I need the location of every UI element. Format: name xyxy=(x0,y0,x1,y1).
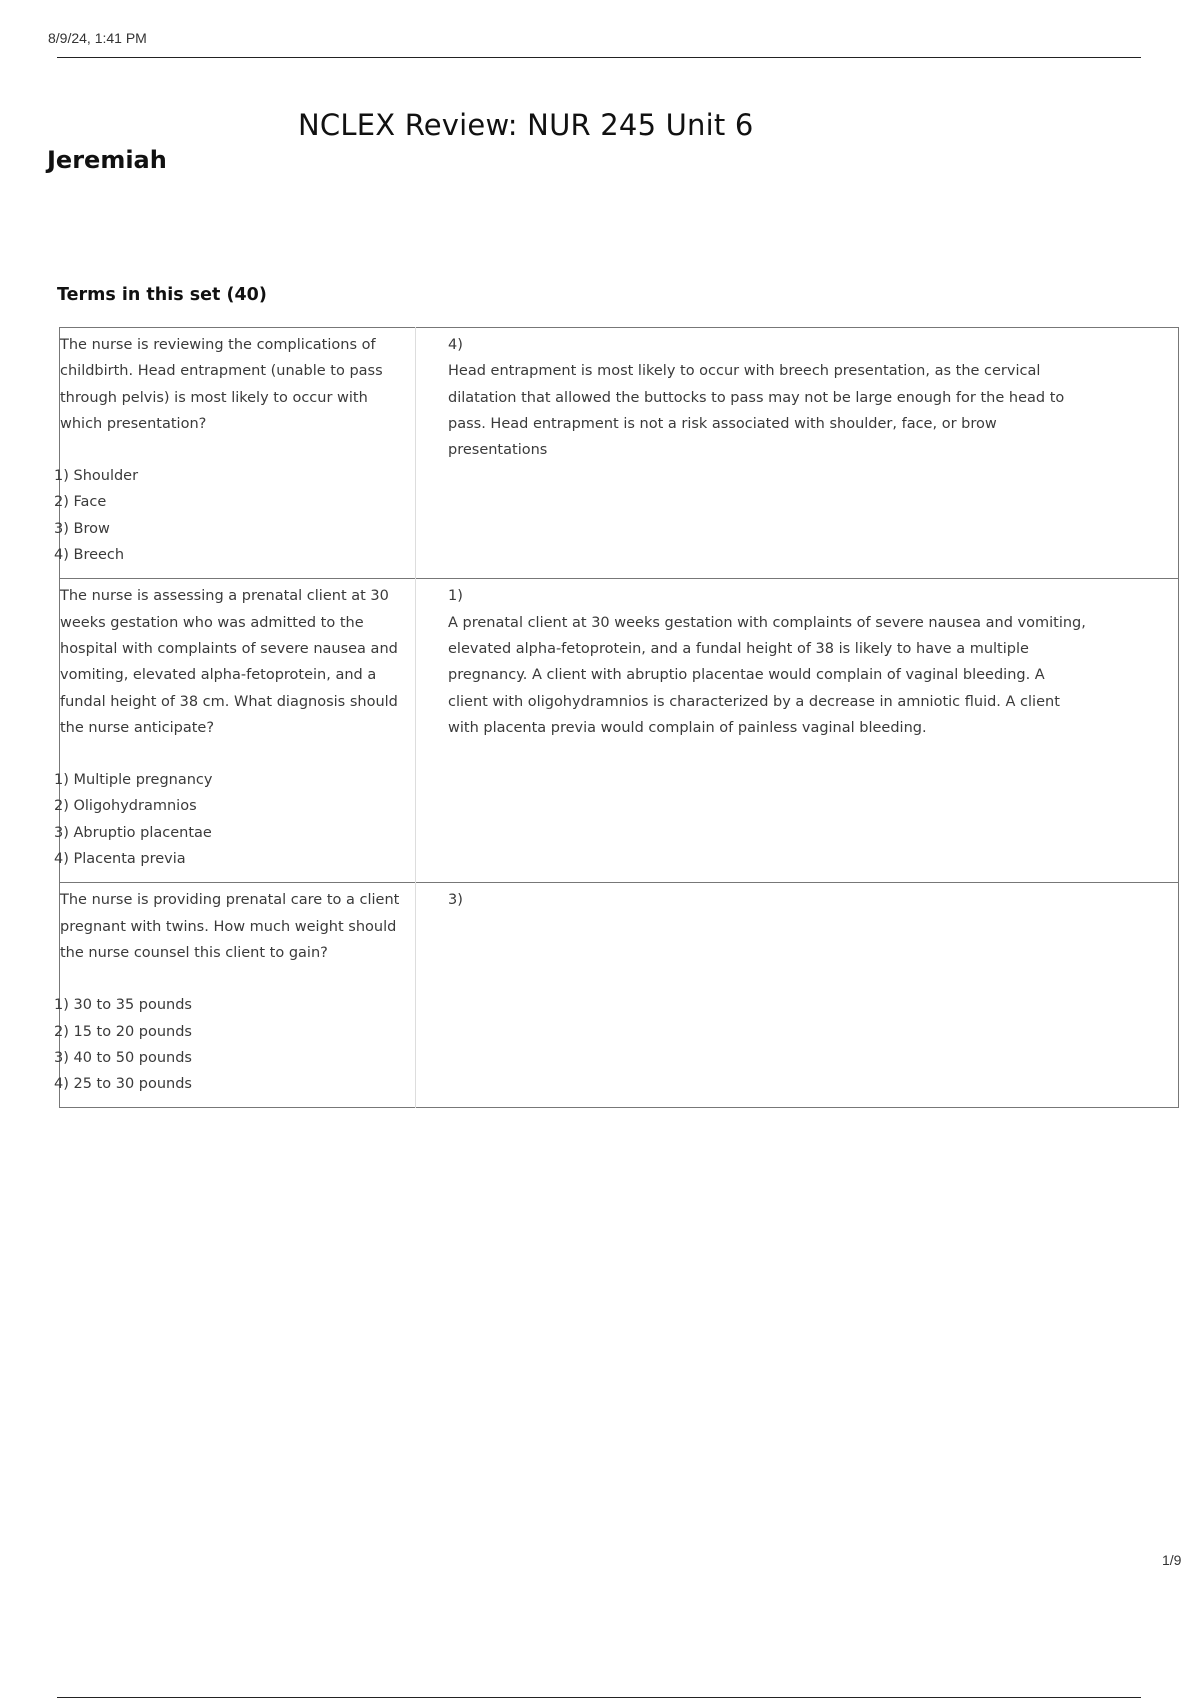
terms-table xyxy=(54,327,1179,1108)
answer-options xyxy=(54,992,405,1097)
author-name: Jeremiah xyxy=(47,146,167,174)
correct-answer: 3) xyxy=(448,892,463,909)
definition-cell xyxy=(416,579,1179,883)
correct-answer: 1) xyxy=(448,588,463,605)
option-item: 4) Breech xyxy=(54,547,125,564)
option-item: 3) Brow xyxy=(54,520,110,537)
option-item: 2) Face xyxy=(54,494,107,511)
term-cell xyxy=(54,883,416,1108)
page-number: 1/9 xyxy=(1162,1552,1182,1568)
answer-explanation: Head entrapment is most likely to occur with breech presentation, as the cervical dilatation that allowed the buttocks to pass may not be large enough for the head to pass. Head entrapment is not a risk associated with shoulder, face, or brow presentations xyxy=(448,363,1065,459)
answer-explanation: A prenatal client at 30 weeks gestation with complaints of severe nausea and vomiting, elevated alpha-fetoprotein, and a fundal height of 38 is likely to have a multiple pregnancy. A client with abruptio placentae would complain of vaginal bleeding. A client with oligohydramnios is characterized by a decrease in amniotic fluid. A client with placenta previa would complain of painless vaginal bleeding. xyxy=(448,614,1086,736)
term-cell xyxy=(54,328,416,579)
page-title: NCLEX Review: NUR 245 Unit 6 xyxy=(298,108,754,142)
term-cell xyxy=(54,579,416,883)
definition-cell xyxy=(416,883,1179,1108)
print-timestamp: 8/9/24, 1:41 PM xyxy=(48,30,147,46)
option-item: 4) 25 to 30 pounds xyxy=(54,1076,192,1093)
option-item: 3) 40 to 50 pounds xyxy=(54,1049,192,1066)
table-row xyxy=(60,883,1179,1108)
correct-answer: 4) xyxy=(448,337,463,353)
answer-options xyxy=(54,463,405,568)
terms-heading: Terms in this set (40) xyxy=(57,285,267,305)
option-item: 1) Shoulder xyxy=(54,468,139,485)
question-text: The nurse is reviewing the complications of childbirth. Head entrapment (unable to pass through pelvis) is most likely to occur with which presentation? xyxy=(60,337,383,432)
definition-cell xyxy=(416,328,1179,579)
table-row xyxy=(60,579,1179,883)
bottom-divider xyxy=(57,1697,1141,1698)
answer-options xyxy=(54,767,405,872)
option-item: 1) Multiple pregnancy xyxy=(54,772,213,789)
question-text: The nurse is assessing a prenatal client at 30 weeks gestation who was admitted to the hospital with complaints of severe nausea and vomiting, elevated alpha-fetoprotein, and a fundal height of 38 cm. What diagnosis should the nurse anticipate? xyxy=(60,588,398,736)
option-item: 4) Placenta previa xyxy=(54,851,186,868)
option-item: 2) 15 to 20 pounds xyxy=(54,1023,192,1040)
question-text: The nurse is providing prenatal care to a client pregnant with twins. How much weight should the nurse counsel this client to gain? xyxy=(60,892,400,961)
table-row xyxy=(60,328,1179,579)
option-item: 1) 30 to 35 pounds xyxy=(54,997,192,1014)
option-item: 2) Oligohydramnios xyxy=(54,798,197,815)
option-item: 3) Abruptio placentae xyxy=(54,824,212,841)
top-divider xyxy=(57,57,1141,58)
